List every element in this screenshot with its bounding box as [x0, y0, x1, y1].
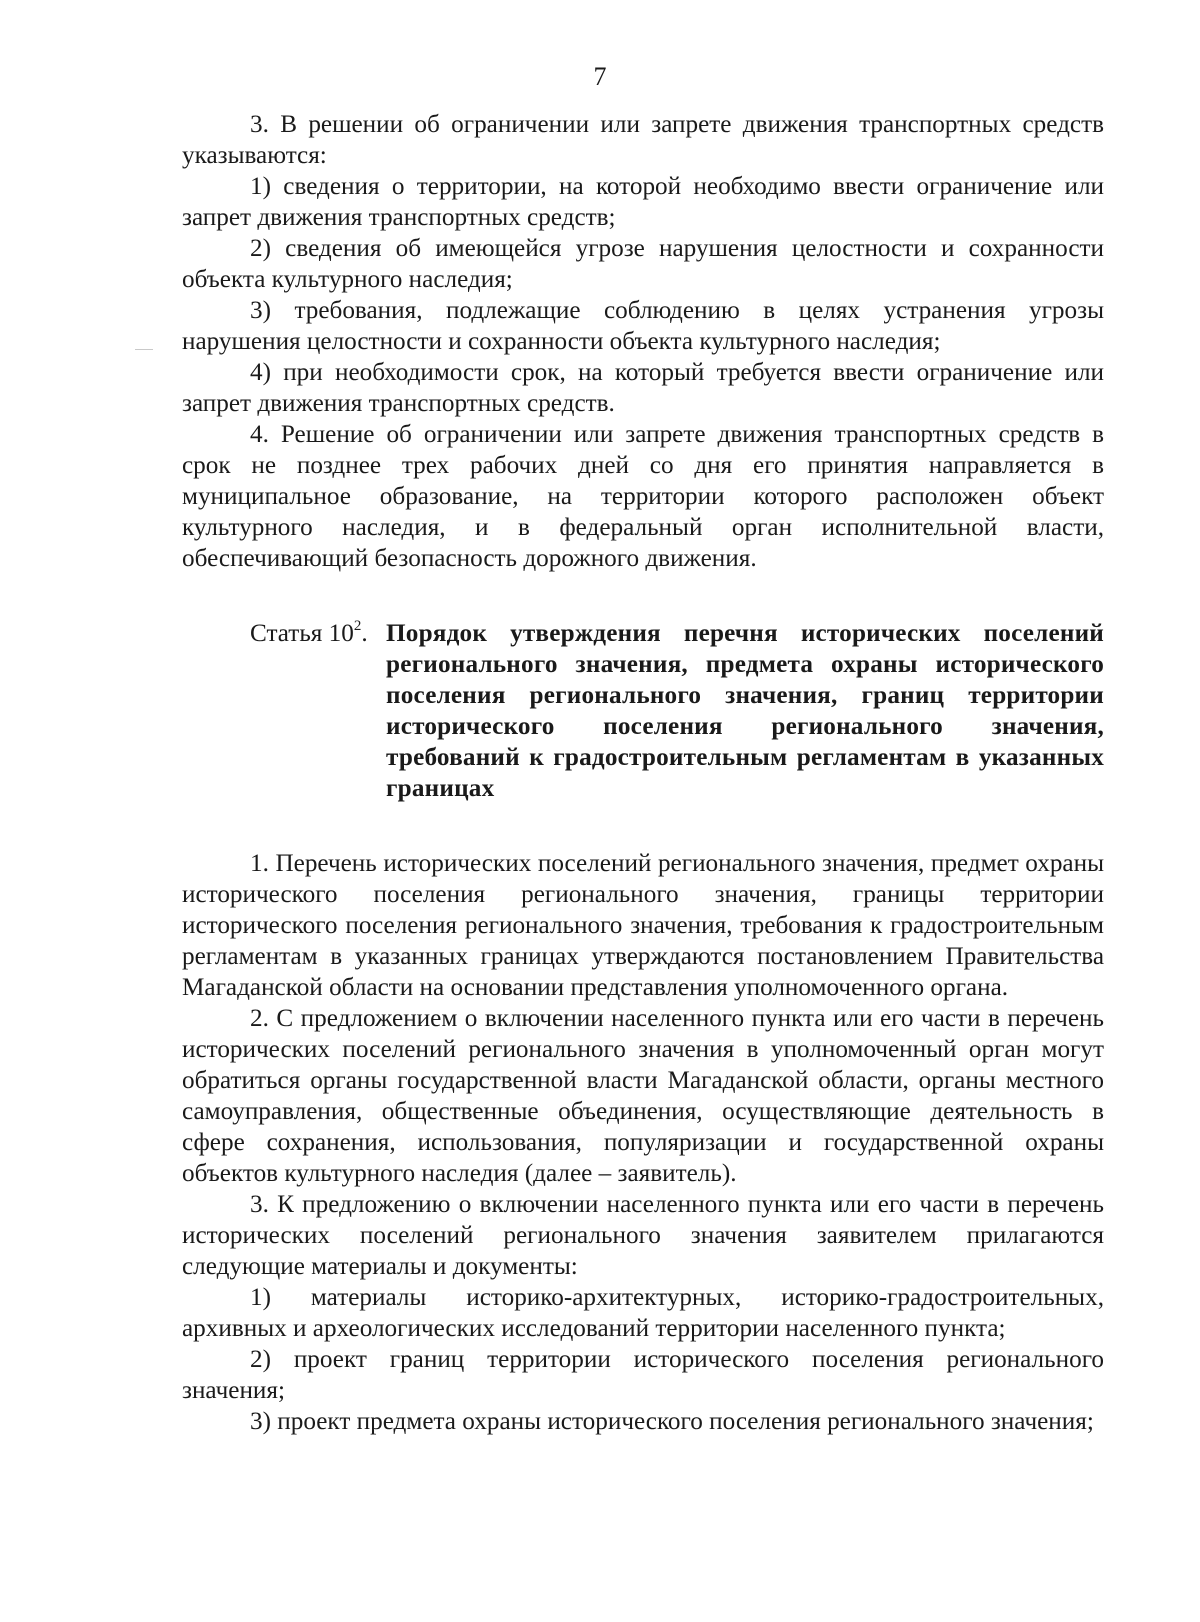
document-body: [182, 109, 1104, 1437]
scan-artifact: [135, 349, 153, 350]
paragraph: 3) проект предмета охраны исторического поселения регионального значения;: [250, 1408, 1094, 1435]
paragraph: 3. К предложению о включении населенного пункта или его части в перечень исторических поселений регионального значения заявителем прилагаются следующие материалы и документы:: [182, 1191, 1104, 1280]
paragraph: 1) материалы историко-архитектурных, историко-градостроительных, архивных и археологических исследований территории населенного пункта;: [182, 1284, 1104, 1342]
paragraph: 3) требования, подлежащие соблюдению в целях устранения угрозы нарушения целостности и сохранности объекта культурного наследия;: [182, 297, 1104, 355]
article-label-suffix: .: [361, 620, 368, 647]
paragraph: 3. В решении об ограничении или запрете движения транспортных средств указываются:: [182, 111, 1104, 169]
article-label-superscript: 2: [353, 617, 362, 634]
paragraph: 2) сведения об имеющейся угрозе нарушения целостности и сохранности объекта культурного наследия;: [182, 235, 1104, 293]
paragraph: 1. Перечень исторических поселений регионального значения, предмет охраны исторического поселения регионального значения, границы территории исторического поселения регионального значения, требования к градостроительным регламентам в указанных границах утверждаются постановлением Правительства Магаданской области на основании представления уполномоченного органа.: [182, 850, 1104, 1001]
paragraph: 4. Решение об ограничении или запрете движения транспортных средств в срок не позднее трех рабочих дней со дня его принятия направляется в муниципальное образование, на территории которого расположен объект культурного наследия, и в федеральный орган исполнительной власти, обеспечивающий безопасность дорожного движения.: [182, 421, 1104, 572]
paragraph: 2. С предложением о включении населенного пункта или его части в перечень исторических поселений регионального значения в уполномоченный орган могут обратиться органы государственной власти Магаданской области, органы местного самоуправления, общественные объединения, осуществляющие деятельность в сфере сохранения, использования, популяризации и государственной охраны объектов культурного наследия (далее – заявитель).: [182, 1005, 1104, 1187]
section-before-article: [182, 109, 1104, 574]
paragraph: 4) при необходимости срок, на который требуется ввести ограничение или запрет движения транспортных средств.: [182, 359, 1104, 417]
article-label-prefix: Статья 10: [250, 620, 354, 647]
paragraph: 1) сведения о территории, на которой необходимо ввести ограничение или запрет движения транспортных средств;: [182, 173, 1104, 231]
article-title: Порядок утверждения перечня исторических поселений регионального значения, предмета охраны исторического поселения регионального значения, границ территории исторического поселения регионального значения, требований к градостроительным регламентам в указанных границах: [386, 620, 1104, 802]
paragraph: 2) проект границ территории исторического поселения регионального значения;: [182, 1346, 1104, 1404]
section-after-article: [182, 848, 1104, 1437]
page-number: 7: [593, 62, 607, 91]
article-label: [250, 618, 368, 649]
article-heading: [182, 618, 1104, 804]
